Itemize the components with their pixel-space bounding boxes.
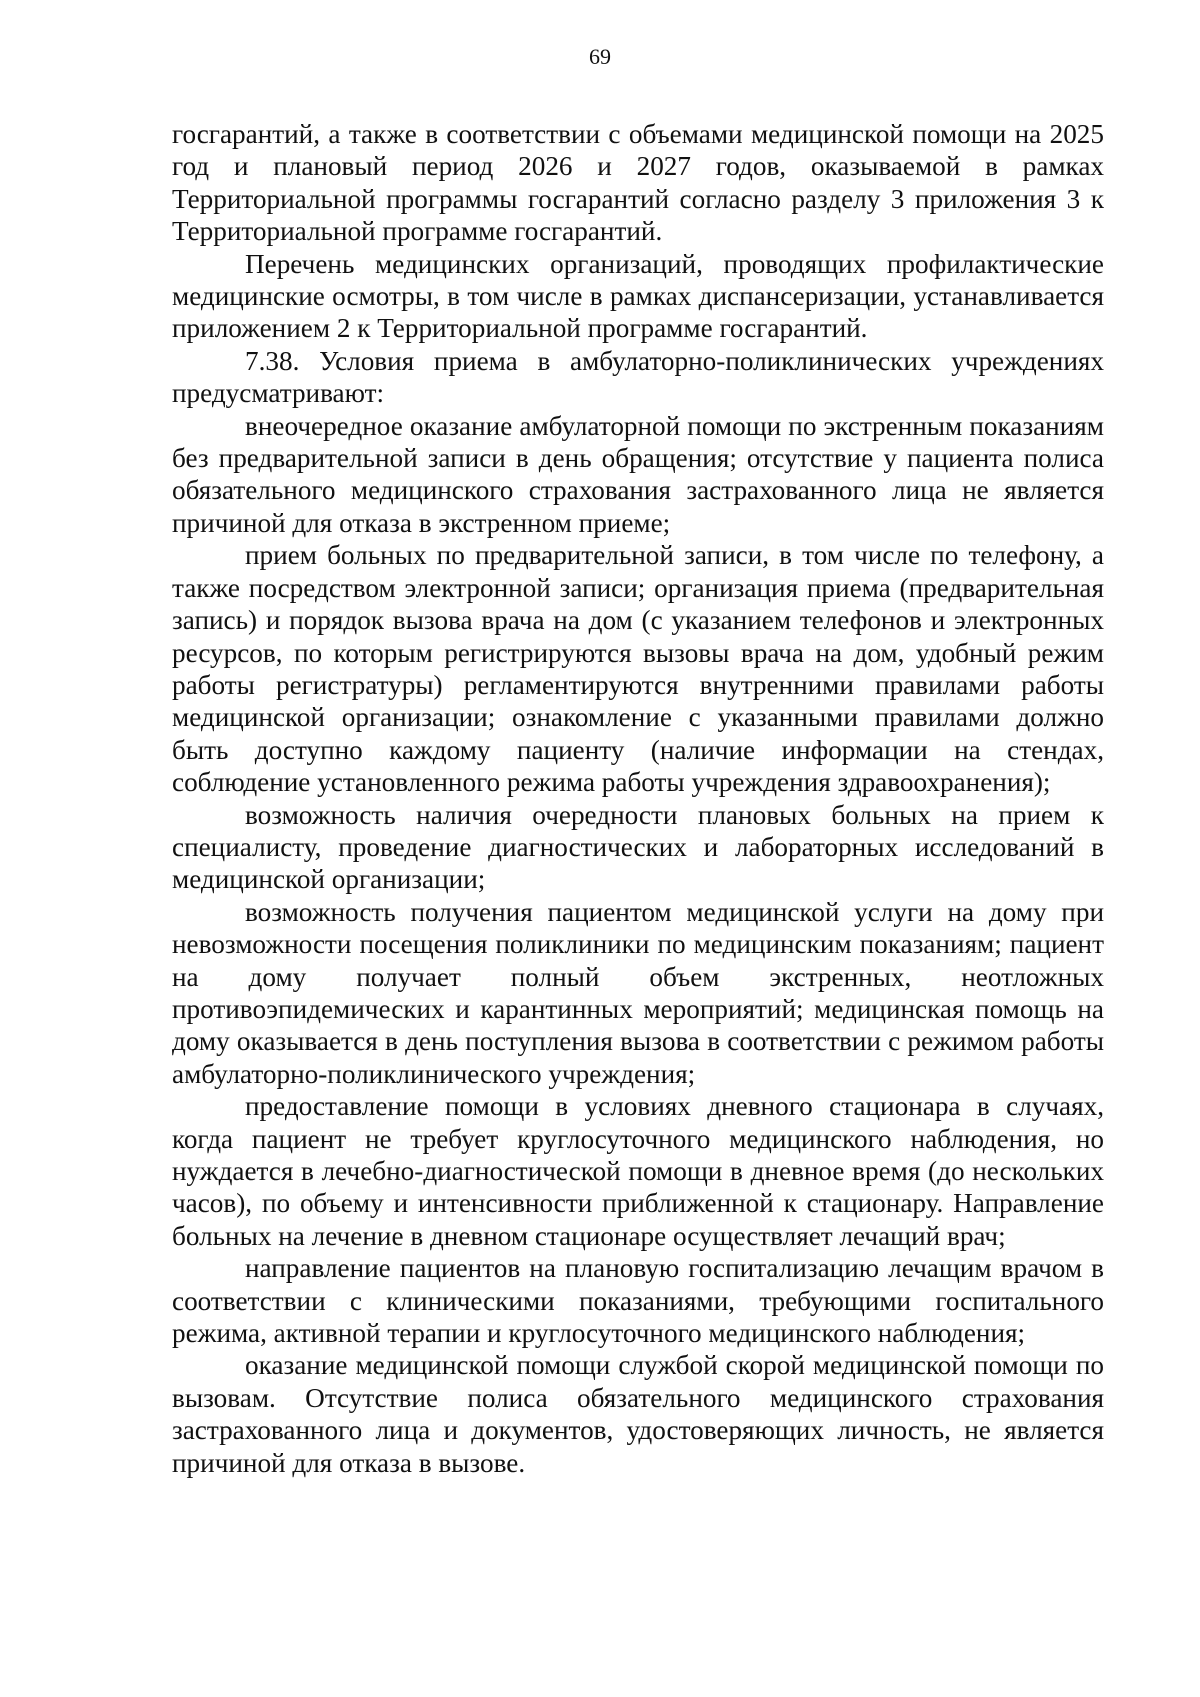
paragraph-appointments: прием больных по предварительной записи, в том числе по телефону, а также посредством электронной записи; организация приема (предварительная запись) и порядок вызова врача на дом (с указанием телефонов и электронных ресурсов, по которым регистрируются вызовы врача на дом, удобный режим работы регистратуры) регламентируются внутренними правилами работы медицинской организации; ознакомление с указанными правилами должно быть доступно каждому пациенту (наличие информации на стендах, соблюдение установленного режима работы учреждения здравоохранения); [172, 540, 1104, 798]
page-number: 69 [589, 44, 611, 69]
paragraph-emergency-care: внеочередное оказание амбулаторной помощи по экстренным показаниям без предварительной записи в день обращения; отсутствие у пациента полиса обязательного медицинского страхования застрахованного лица не является причиной для отказа в экстренном приеме; [172, 410, 1104, 538]
paragraph-home-care: возможность получения пациентом медицинской услуги на дому при невозможности посещения поликлиники по медицинским показаниям; пациент на дому получает полный объем экстренных, неотложных противоэпидемических и карантинных мероприятий; медицинская помощь на дому оказывается в день поступления вызова в соответствии с режимом работы амбулаторно-поликлинического учреждения; [172, 896, 1104, 1089]
paragraph-continuation: госгарантий, а также в соответствии с объемами медицинской помощи на 2025 год и плановый период 2026 и 2027 годов, оказываемой в рамках Территориальной программы госгарантий согласно разделу 3 приложения 3 к Территориальной программе госгарантий. [172, 119, 1104, 247]
paragraph-organizations-list: Перечень медицинских организаций, проводящих профилактические медицинские осмотры, в том числе в рамках диспансеризации, устанавливается приложением 2 к Территориальной программе госгарантий. [172, 248, 1104, 344]
paragraph-section-7-38: 7.38. Условия приема в амбулаторно-поликлинических учреждениях предусматривают: [172, 345, 1104, 409]
paragraph-hospitalization: направление пациентов на плановую госпитализацию лечащим врачом в соответствии с клиническими показаниями, требующими госпитального режима, активной терапии и круглосуточного медицинского наблюдения; [172, 1253, 1104, 1349]
document-body [172, 118, 1104, 1479]
paragraph-day-hospital: предоставление помощи в условиях дневного стационара в случаях, когда пациент не требует круглосуточного медицинского наблюдения, но нуждается в лечебно-диагностической помощи в дневное время (до нескольких часов), по объему и интенсивности приближенной к стационару. Направление больных на лечение в дневном стационаре осуществляет лечащий врач; [172, 1091, 1104, 1251]
paragraph-ambulance: оказание медицинской помощи службой скорой медицинской помощи по вызовам. Отсутствие полиса обязательного медицинского страхования застрахованного лица и документов, удостоверяющих личность, не является причиной для отказа в вызове. [172, 1350, 1104, 1478]
paragraph-queue: возможность наличия очередности плановых больных на прием к специалисту, проведение диагностических и лабораторных исследований в медицинской организации; [172, 799, 1104, 895]
